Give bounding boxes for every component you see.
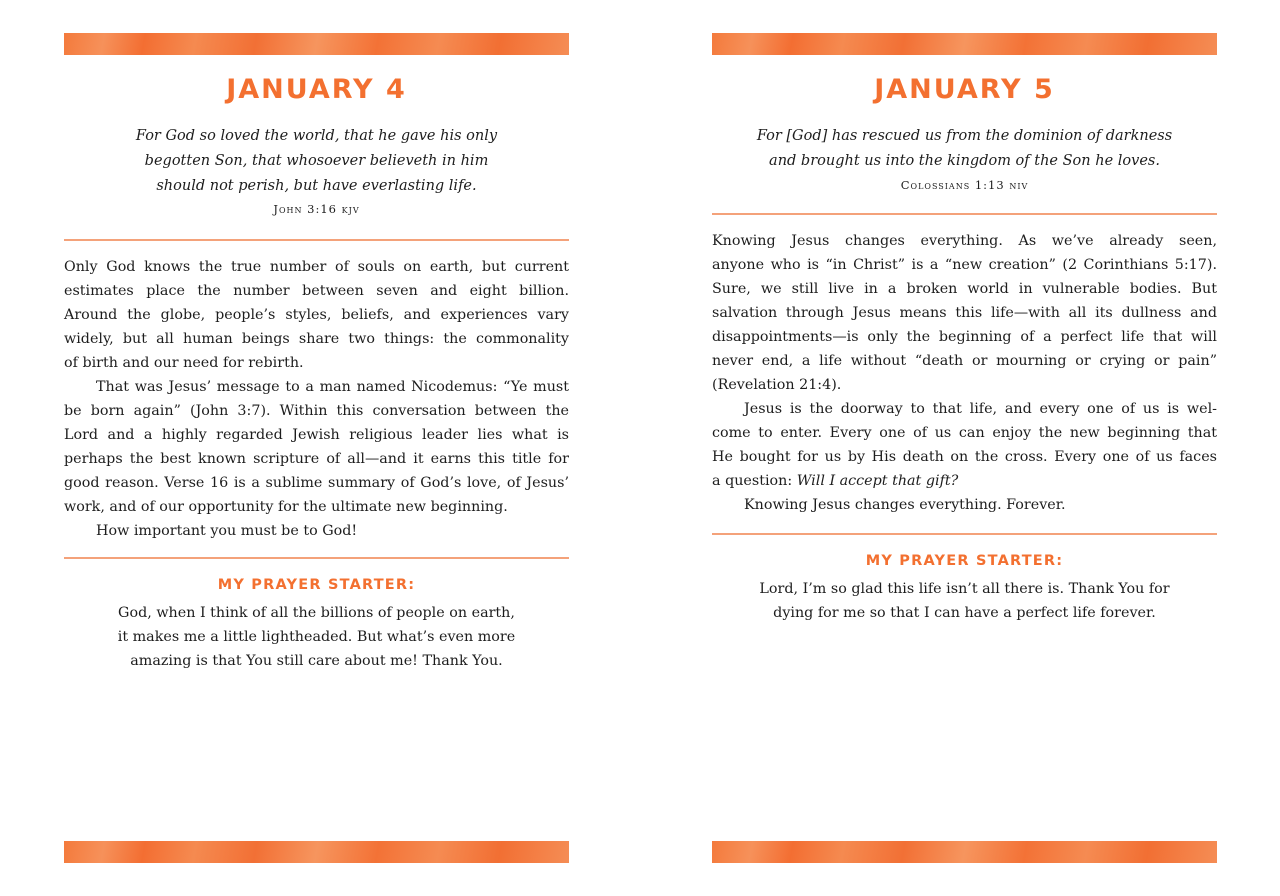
body-line: disappointments—is only the beginning of a perfect life that will <box>712 329 1217 345</box>
top-decorative-bar <box>64 33 569 55</box>
section-divider <box>64 239 569 241</box>
body-line: come to enter. Every one of us can enjoy the new beginning that <box>712 425 1217 441</box>
body-line: estimates place the number between seven and eight billion. <box>64 283 569 299</box>
section-divider <box>712 213 1217 215</box>
body-line: of birth and our need for rebirth. <box>64 355 304 371</box>
body-line: He bought for us by His death on the cross. Every one of us faces <box>712 449 1217 465</box>
scripture-verse <box>712 124 1217 174</box>
prayer-heading: MY PRAYER STARTER: <box>865 553 1064 569</box>
page-title: JANUARY 5 <box>874 74 1055 105</box>
page-january-4 <box>64 0 569 896</box>
body-line: good reason. Verse 16 is a sublime summary of God’s love, of Jesus’ <box>64 475 569 491</box>
bottom-decorative-bar <box>712 841 1217 863</box>
top-decorative-bar <box>712 33 1217 55</box>
body-line: Knowing Jesus changes everything. Forever. <box>744 497 1066 513</box>
body-line: Knowing Jesus changes everything. As we’ve already seen, <box>712 233 1217 249</box>
prayer-text <box>64 601 569 673</box>
body-line: (Revelation 21:4). <box>712 377 842 393</box>
bottom-decorative-bar <box>64 841 569 863</box>
verse-reference: John 3:16 kjv <box>273 202 360 216</box>
section-divider <box>712 533 1217 535</box>
prayer-heading: MY PRAYER STARTER: <box>217 577 416 593</box>
prayer-text <box>712 577 1217 625</box>
body-line: That was Jesus’ message to a man named Nicodemus: “Ye must <box>96 379 569 395</box>
verse-line: For [God] has rescued us from the dominion of darkness <box>756 128 1173 144</box>
prayer-line: dying for me so that I can have a perfect life forever. <box>773 605 1156 621</box>
prayer-line: amazing is that You still care about me! Thank You. <box>130 653 503 669</box>
devotional-body <box>64 255 569 543</box>
verse-line: begotten Son, that whosoever believeth in him <box>144 153 489 169</box>
prayer-line: Lord, I’m so glad this life isn’t all there is. Thank You for <box>759 581 1170 597</box>
page-january-5 <box>712 0 1217 896</box>
body-line-text: a question: <box>712 473 797 489</box>
verse-line: For God so loved the world, that he gave his only <box>135 128 498 144</box>
body-line: Only God knows the true number of souls on earth, but current <box>64 259 569 275</box>
emphasized-question: Will I accept that gift? <box>796 473 959 489</box>
devotional-body <box>712 229 1217 517</box>
body-line: Jesus is the doorway to that life, and every one of us is wel- <box>744 401 1217 417</box>
body-line: anyone who is “in Christ” is a “new creation” (2 Corinthians 5:17). <box>712 257 1217 273</box>
verse-reference: Colossians 1:13 niv <box>900 178 1029 192</box>
body-line: Lord and a highly regarded Jewish religious leader lies what is <box>64 427 569 443</box>
body-line: perhaps the best known scripture of all—and it earns this title for <box>64 451 569 467</box>
body-line: How important you must be to God! <box>96 523 358 539</box>
prayer-line: God, when I think of all the billions of people on earth, <box>118 605 515 621</box>
verse-line: and brought us into the kingdom of the Son he loves. <box>769 153 1160 169</box>
body-line: Around the globe, people’s styles, beliefs, and experiences vary <box>64 307 569 323</box>
section-divider <box>64 557 569 559</box>
body-line: Sure, we still live in a broken world in vulnerable bodies. But <box>712 281 1217 297</box>
verse-line: should not perish, but have everlasting life. <box>156 178 477 194</box>
body-line <box>712 469 1217 493</box>
body-line: work, and of our opportunity for the ultimate new beginning. <box>64 499 508 515</box>
page-title: JANUARY 4 <box>226 74 407 105</box>
body-line: never end, a life without “death or mourning or crying or pain” <box>712 353 1217 369</box>
body-line: widely, but all human beings share two things: the commonality <box>64 331 569 347</box>
body-line: be born again” (John 3:7). Within this conversation between the <box>64 403 569 419</box>
body-line: salvation through Jesus means this life—with all its dullness and <box>712 305 1217 321</box>
scripture-verse <box>64 124 569 199</box>
prayer-line: it makes me a little lightheaded. But what’s even more <box>117 629 516 645</box>
